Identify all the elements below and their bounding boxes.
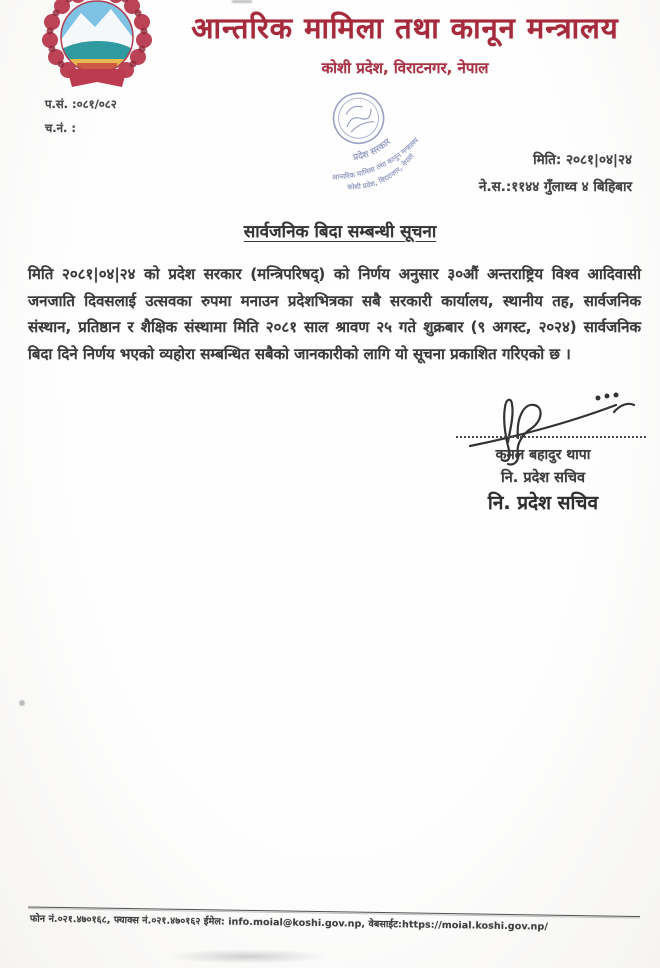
dispatch-number: च.नं. :: [45, 121, 77, 135]
ministry-name: आन्तरिक मामिला तथा कानून मन्त्रालय: [191, 11, 619, 45]
bs-date: मिति: २०८१|०४|२४: [533, 152, 632, 168]
signatory-designation: नि. प्रदेश सचिव: [500, 470, 586, 486]
scan-artifact-top: [232, 0, 252, 3]
nepal-government-emblem-icon: [33, 0, 161, 93]
nepal-sambat-date: ने.स.:११४४ गुँलाथ्व ४ बिहिबार: [478, 179, 632, 195]
scan-artifact-smudge: [168, 949, 328, 964]
signature-dotted-line: [456, 436, 646, 438]
subject-line: सार्वजनिक बिदा सम्बन्धी सूचना: [243, 222, 437, 242]
stamp-text-line1: प्रदेश सरकार: [352, 137, 393, 164]
ministry-location: कोशी प्रदेश, विराटनगर, नेपाल: [321, 59, 489, 77]
ministry-round-stamp-icon: [282, 62, 459, 230]
date-block: [479, 147, 632, 201]
letter-footer: [0, 906, 660, 934]
signatory-name: कमल बहादुर थापा: [495, 447, 591, 463]
ref-number: प.सं. :०८१/०८२: [45, 97, 117, 111]
reference-block: [45, 92, 117, 140]
body-paragraph: मिति २०८१|०४|२४ को प्रदेश सरकार (मन्त्रिपरिषद्) को निर्णय अनुसार ३०औं अन्तराष्ट्रिय विश्व आदिवासी जनजाति दिवसलाई उत्सवका रुपमा मनाउन प्रदेशभित्रका सबै सरकारी कार्यालय, स्थानीय तह, सार्वजनिक संस्थान, प्रतिष्ठान र शैक्षिक संस्थामा मिति २०८१ साल श्रावण २५ गते शुक्रबार (९ अगस्ट, २०२४) सार्वजनिक बिदा दिने निर्णय भएको व्यहोरा सम्बन्धित सबैको जानकारीको लागि यो सूचना प्रकाशित गरिएको छ ।: [28, 265, 641, 363]
stamp-text-line3: कोशी प्रदेश, विराटनगर, नेपाल: [347, 152, 416, 192]
signatory-designation-stamp: नि. प्रदेश सचिव: [487, 492, 599, 514]
stamp-text-line2: आन्तरिक मामिला तथा कानून मन्त्रालय: [331, 136, 421, 182]
footer-contact-line: फोन नं.०२१.४७०१६८, फ्याक्स नं.०२१.४७०१६२ ईमेल: info.moial@koshi.gov.np, वेबसाईट:https://moial.koshi.gov.np/: [29, 913, 549, 933]
scan-artifact-dot: [19, 700, 25, 706]
